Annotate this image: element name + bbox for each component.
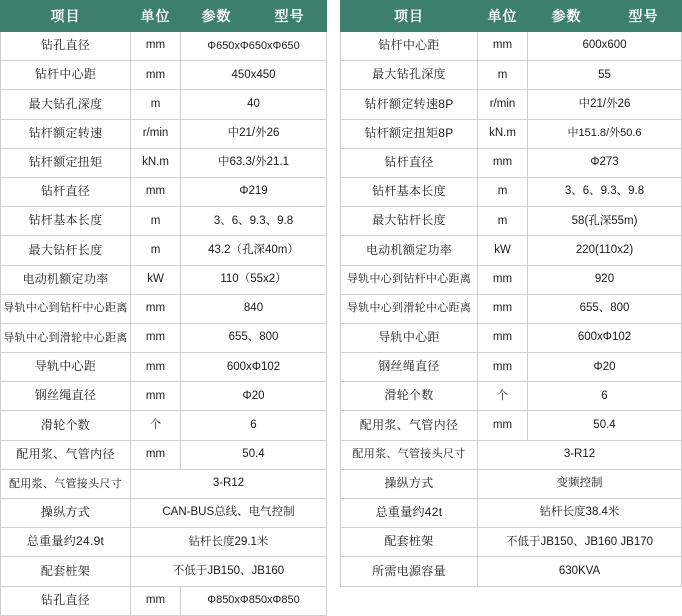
cell-value: 630KVA	[478, 557, 682, 586]
table-row	[341, 90, 682, 119]
table-row	[341, 353, 682, 382]
cell-value: Φ20	[528, 353, 682, 382]
cell-unit: r/min	[131, 119, 181, 148]
cell-unit: mm	[131, 440, 181, 469]
table-row	[341, 61, 682, 90]
cell-item: 钢丝绳直径	[1, 382, 131, 411]
table-row	[1, 557, 327, 586]
cell-item: 滑轮个数	[341, 382, 478, 411]
cell-item: 钻杆额定扭矩	[1, 148, 131, 177]
cell-unit: m	[478, 177, 528, 206]
cell-value: 655、800	[528, 294, 682, 323]
cell-unit: r/min	[478, 90, 528, 119]
cell-value: 3-R12	[478, 440, 682, 469]
cell-unit: mm	[478, 353, 528, 382]
cell-unit: mm	[131, 382, 181, 411]
table-row	[341, 177, 682, 206]
cell-item: 导轨中心到滑轮中心距离	[1, 323, 131, 352]
table-row	[1, 32, 327, 61]
table-row	[341, 265, 682, 294]
cell-item: 钻杆直径	[341, 148, 478, 177]
table-row	[341, 499, 682, 528]
table-row	[1, 265, 327, 294]
cell-unit: m	[131, 90, 181, 119]
cell-item: 总重量约42t	[341, 499, 478, 528]
cell-unit: kW	[131, 265, 181, 294]
table-row	[341, 32, 682, 61]
cell-value: 600xΦ102	[181, 353, 327, 382]
table-row	[341, 382, 682, 411]
header-cell-item: 项目	[341, 1, 478, 32]
cell-item: 配用浆、气管内径	[341, 411, 478, 440]
cell-value: 3-R12	[131, 469, 327, 498]
cell-item: 钻孔直径	[1, 586, 131, 615]
cell-item: 配用浆、气管接头尺寸	[341, 440, 478, 469]
cell-unit: mm	[478, 294, 528, 323]
cell-value: 840	[181, 294, 327, 323]
cell-value: 55	[528, 61, 682, 90]
cell-unit: mm	[131, 294, 181, 323]
cell-value: CAN-BUS总线、电气控制	[131, 499, 327, 528]
cell-item: 操纵方式	[341, 469, 478, 498]
header-cell-param: 参数	[181, 1, 253, 32]
table-row	[341, 440, 682, 469]
spec-table-left	[0, 0, 327, 616]
cell-value: 钻杆长度29.1米	[131, 528, 327, 557]
spec-table-right	[340, 0, 682, 587]
table-row	[1, 177, 327, 206]
cell-item: 钻杆中心距	[1, 61, 131, 90]
table-row	[341, 119, 682, 148]
header-cell-param: 参数	[528, 1, 606, 32]
cell-item: 导轨中心到钻杆中心距离	[341, 265, 478, 294]
table-header-left	[1, 1, 327, 32]
table-row	[1, 528, 327, 557]
cell-value: 43.2（孔深40m）	[181, 236, 327, 265]
table-row	[1, 119, 327, 148]
header-row	[341, 1, 682, 32]
header-cell-unit: 单位	[478, 1, 528, 32]
cell-unit: mm	[478, 265, 528, 294]
cell-item: 操纵方式	[1, 499, 131, 528]
cell-unit: m	[478, 61, 528, 90]
cell-value: 中21/外26	[528, 90, 682, 119]
cell-value: 3、6、9.3、9.8	[181, 207, 327, 236]
header-cell-item: 项目	[1, 1, 131, 32]
table-row	[1, 323, 327, 352]
table-row	[341, 528, 682, 557]
cell-item: 最大钻杆长度	[341, 207, 478, 236]
cell-value: 中21/外26	[181, 119, 327, 148]
cell-unit: m	[131, 207, 181, 236]
cell-value: Φ273	[528, 148, 682, 177]
header-cell-unit: 单位	[131, 1, 181, 32]
cell-value: 600x600	[528, 32, 682, 61]
cell-value: Φ650xΦ650xΦ650	[181, 32, 327, 61]
table-row	[1, 61, 327, 90]
cell-value: Φ850xΦ850xΦ850	[181, 586, 327, 615]
cell-item: 配用浆、气管内径	[1, 440, 131, 469]
cell-unit: mm	[131, 353, 181, 382]
cell-value: 3、6、9.3、9.8	[528, 177, 682, 206]
cell-unit: mm	[478, 148, 528, 177]
cell-item: 配套桩架	[1, 557, 131, 586]
cell-value: 不低于JB150、JB160	[131, 557, 327, 586]
cell-unit: m	[131, 236, 181, 265]
cell-value: 40	[181, 90, 327, 119]
cell-value: 中151.8/外50.6	[528, 119, 682, 148]
table-row	[1, 469, 327, 498]
cell-value: 920	[528, 265, 682, 294]
cell-item: 总重量约24.9t	[1, 528, 131, 557]
table-row	[341, 557, 682, 586]
table-row	[341, 236, 682, 265]
cell-item: 最大钻孔深度	[341, 61, 478, 90]
cell-value: 58(孔深55m)	[528, 207, 682, 236]
cell-value: 220(110x2)	[528, 236, 682, 265]
cell-value: 450x450	[181, 61, 327, 90]
cell-item: 钻杆额定转速	[1, 119, 131, 148]
table-row	[341, 207, 682, 236]
cell-unit: mm	[131, 586, 181, 615]
cell-item: 电动机额定功率	[1, 265, 131, 294]
cell-value: 不低于JB150、JB160 JB170	[478, 528, 682, 557]
header-cell-model: 型号	[606, 1, 682, 32]
cell-item: 所需电源容量	[341, 557, 478, 586]
cell-unit: kW	[478, 236, 528, 265]
cell-item: 导轨中心距	[1, 353, 131, 382]
table-row	[341, 323, 682, 352]
cell-item: 导轨中心到钻杆中心距离	[1, 294, 131, 323]
cell-item: 滑轮个数	[1, 411, 131, 440]
cell-value: 6	[181, 411, 327, 440]
cell-item: 导轨中心到滑轮中心距离	[341, 294, 478, 323]
cell-item: 导轨中心距	[341, 323, 478, 352]
table-row	[1, 353, 327, 382]
table-row	[1, 440, 327, 469]
cell-unit: 个	[131, 411, 181, 440]
table-row	[1, 294, 327, 323]
cell-unit: kN.m	[131, 148, 181, 177]
cell-unit: mm	[131, 323, 181, 352]
cell-value: 钻杆长度38.4米	[478, 499, 682, 528]
cell-unit: mm	[131, 177, 181, 206]
cell-value: 50.4	[181, 440, 327, 469]
table-row	[341, 411, 682, 440]
cell-value: 6	[528, 382, 682, 411]
table-row	[341, 148, 682, 177]
cell-item: 配用浆、气管接头尺寸	[1, 469, 131, 498]
cell-value: Φ219	[181, 177, 327, 206]
cell-item: 钻孔直径	[1, 32, 131, 61]
cell-item: 钻杆基本长度	[341, 177, 478, 206]
cell-item: 钻杆直径	[1, 177, 131, 206]
cell-unit: mm	[478, 32, 528, 61]
cell-unit: kN.m	[478, 119, 528, 148]
table-row	[1, 499, 327, 528]
table-row	[341, 294, 682, 323]
cell-unit: mm	[131, 61, 181, 90]
table-row	[341, 469, 682, 498]
cell-unit: mm	[131, 32, 181, 61]
table-body-left	[1, 32, 327, 616]
cell-item: 钻杆额定扭矩8P	[341, 119, 478, 148]
header-row	[1, 1, 327, 32]
cell-value: 变频控制	[478, 469, 682, 498]
cell-value: 600xΦ102	[528, 323, 682, 352]
cell-unit: m	[478, 207, 528, 236]
table-row	[1, 148, 327, 177]
table-row	[1, 411, 327, 440]
table-row	[1, 586, 327, 615]
cell-value: Φ20	[181, 382, 327, 411]
cell-unit: 个	[478, 382, 528, 411]
cell-value: 中63.3/外21.1	[181, 148, 327, 177]
table-body-right	[341, 32, 682, 587]
cell-item: 钻杆额定转速8P	[341, 90, 478, 119]
cell-value: 50.4	[528, 411, 682, 440]
cell-unit: mm	[478, 323, 528, 352]
table-header-right	[341, 1, 682, 32]
cell-unit: mm	[478, 411, 528, 440]
cell-value: 110（55x2）	[181, 265, 327, 294]
table-row	[1, 207, 327, 236]
table-row	[1, 236, 327, 265]
table-row	[1, 90, 327, 119]
cell-item: 钻杆基本长度	[1, 207, 131, 236]
cell-value: 655、800	[181, 323, 327, 352]
cell-item: 最大钻孔深度	[1, 90, 131, 119]
cell-item: 最大钻杆长度	[1, 236, 131, 265]
table-row	[1, 382, 327, 411]
cell-item: 钻杆中心距	[341, 32, 478, 61]
cell-item: 配套桩架	[341, 528, 478, 557]
header-cell-model: 型号	[253, 1, 327, 32]
cell-item: 电动机额定功率	[341, 236, 478, 265]
cell-item: 钢丝绳直径	[341, 353, 478, 382]
